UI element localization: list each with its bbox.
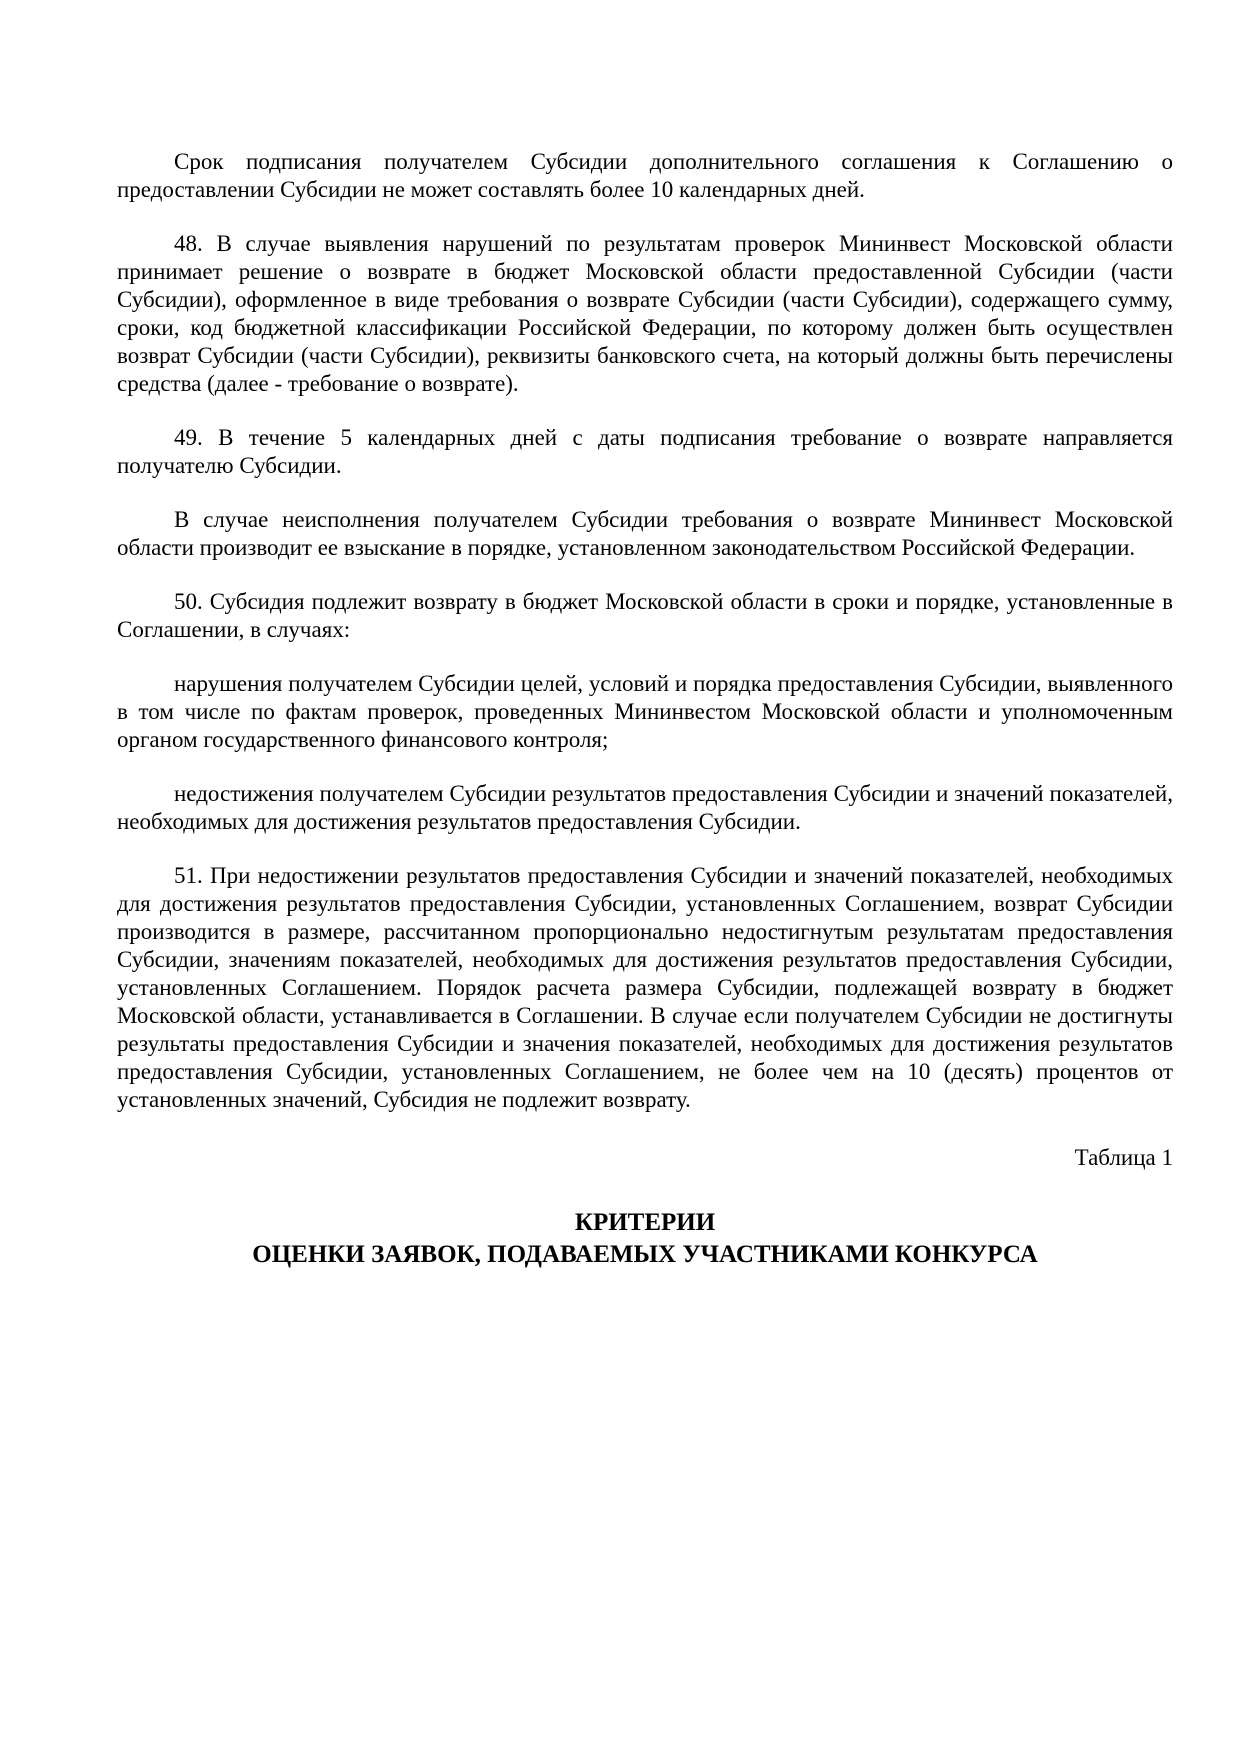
paragraph-48: 48. В случае выявления нарушений по результатам проверок Мининвест Московской области принимает решение о возврате в бюджет Московской области предоставленной Субсидии (части Субсидии), оформленное в виде требования о возврате Субсидии (части Субсидии), содержащего сумму, сроки, код бюджетной классификации Российской Федерации, по которому должен быть осуществлен возврат Субсидии (части Субсидии), реквизиты банковского счета, на который должны быть перечислены средства (далее - требование о возврате). (117, 231, 1173, 396)
criteria-title (117, 1207, 1173, 1271)
paragraph-non-achievement-case: недостижения получателем Субсидии результатов предоставления Субсидии и значений показателей, необходимых для достижения результатов предоставления Субсидии. (117, 781, 1173, 834)
paragraph-non-fulfillment: В случае неисполнения получателем Субсидии требования о возврате Мининвест Московской области производит ее взыскание в порядке, установленном законодательством Российской Федерации. (117, 507, 1173, 560)
paragraph-51: 51. При недостижении результатов предоставления Субсидии и значений показателей, необходимых для достижения результатов предоставления Субсидии, установленных Соглашением, возврат Субсидии производится в размере, рассчитанном пропорционально недостигнутым результатам предоставления Субсидии, значениям показателей, необходимых для достижения результатов предоставления Субсидии, установленных Соглашением. Порядок расчета размера Субсидии, подлежащей возврату в бюджет Московской области, устанавливается в Соглашении. В случае если получателем Субсидии не достигнуты результаты предоставления Субсидии и значения показателей, необходимых для достижения результатов предоставления Субсидии, установленных Соглашением, не более чем на 10 (десять) процентов от установленных значений, Субсидия не подлежит возврату. (117, 863, 1173, 1112)
paragraph-signing-term: Срок подписания получателем Субсидии дополнительного соглашения к Соглашению о предоставлении Субсидии не может составлять более 10 календарных дней. (117, 149, 1173, 202)
document-body (117, 148, 1173, 1271)
paragraph-50: 50. Субсидия подлежит возврату в бюджет Московской области в сроки и порядке, установленные в Соглашении, в случаях: (117, 589, 1173, 642)
table-label: Таблица 1 (1074, 1145, 1173, 1170)
criteria-title-line2: ОЦЕНКИ ЗАЯВОК, ПОДАВАЕМЫХ УЧАСТНИКАМИ КОНКУРСА (252, 1241, 1038, 1268)
paragraph-49: 49. В течение 5 календарных дней с даты подписания требование о возврате направляется получателю Субсидии. (117, 425, 1173, 478)
criteria-title-line1: КРИТЕРИИ (574, 1209, 716, 1236)
paragraph-violation-case: нарушения получателем Субсидии целей, условий и порядка предоставления Субсидии, выявленного в том числе по фактам проверок, проведенных Мининвестом Московской области и уполномоченным органом государственного финансового контроля; (117, 671, 1173, 752)
